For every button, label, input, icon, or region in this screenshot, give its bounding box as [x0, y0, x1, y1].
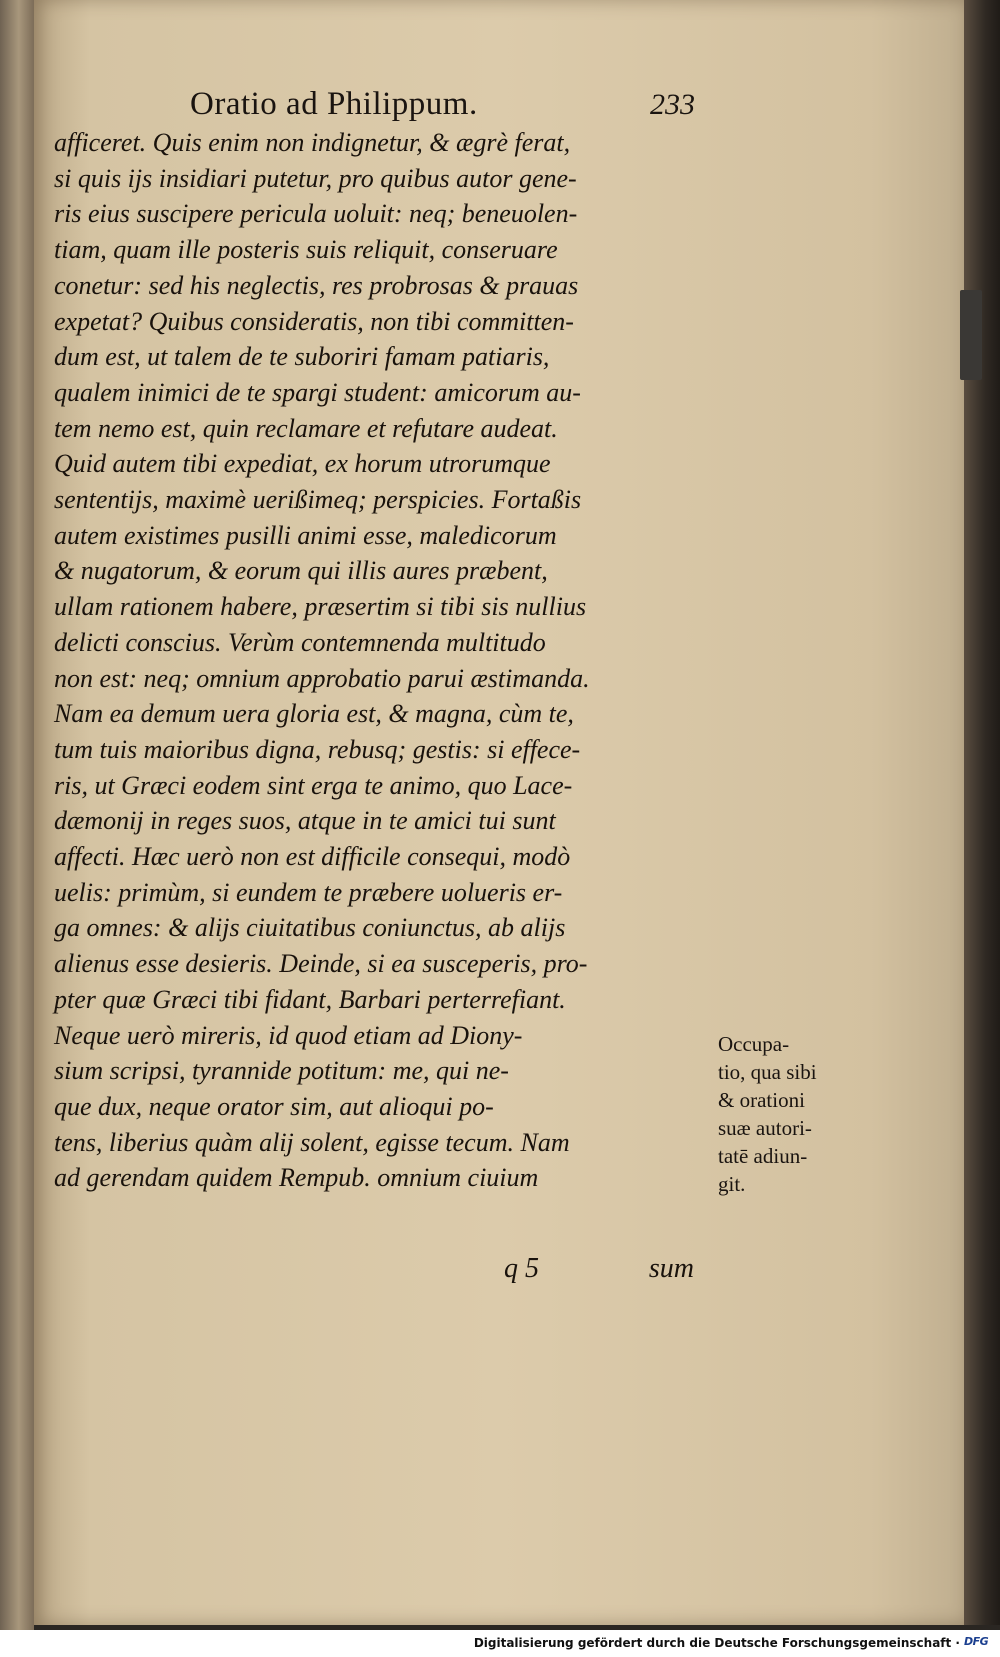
marginal-note-line: suæ autori-: [718, 1116, 812, 1140]
text-line: sium scripsi, tyrannide potitum: me, qui ne-: [54, 1056, 509, 1086]
marginal-note-line: tatē adiun-: [718, 1144, 808, 1168]
marginal-note-line: & orationi: [718, 1088, 805, 1112]
text-line: que dux, neque orator sim, aut alioqui po-: [54, 1091, 494, 1121]
book-binding: [964, 0, 1000, 1625]
text-line: Quid autem tibi expediat, ex horum utrorumque: [54, 449, 551, 479]
text-line: uelis: primùm, si eundem te præbere uolueris er-: [54, 877, 563, 907]
page-number: 233: [650, 88, 695, 121]
text-line: tem nemo est, quin reclamare et refutare audeat.: [54, 413, 558, 443]
text-line: afficeret. Quis enim non indignetur, & ægrè ferat,: [54, 128, 571, 157]
text-line: si quis ijs insidiari putetur, pro quibus autor gene-: [54, 163, 577, 193]
previous-page-edge: [0, 0, 34, 1630]
catchword: sum: [648, 1253, 694, 1284]
text-line: tum tuis maioribus digna, rebusq; gestis: si effece-: [54, 734, 581, 764]
text-line: Neque uerò mireris, id quod etiam ad Diony-: [54, 1020, 523, 1050]
text-line: dæmonij in reges suos, atque in te amici tui sunt: [54, 806, 556, 836]
text-line: tiam, quam ille posteris suis reliquit, conseruare: [54, 235, 558, 265]
binding-clasp: [960, 290, 982, 380]
text-line: autem existimes pusilli animi esse, maledicorum: [54, 520, 557, 550]
text-line: tens, liberius quàm alij solent, egisse tecum. Nam: [54, 1127, 570, 1157]
text-line: non est: neq; omnium approbatio parui æstimanda.: [54, 663, 590, 693]
running-title: Oratio ad Philippum.: [190, 86, 478, 122]
text-line: & nugatorum, & eorum qui illis aures præbent,: [54, 556, 548, 586]
text-line: expetat? Quibus consideratis, non tibi committen-: [54, 306, 574, 336]
text-line: pter quæ Græci tibi fidant, Barbari perterrefiant.: [54, 984, 566, 1014]
text-line: ris, ut Græci eodem sint erga te animo, quo Lace-: [54, 770, 573, 800]
text-line: alienus esse desieris. Deinde, si ea susceperis, pro-: [54, 949, 588, 979]
text-line: ullam rationem habere, præsertim si tibi sis nullius: [54, 592, 587, 622]
signature-mark: q 5: [504, 1253, 539, 1284]
dfg-logo: DFG: [964, 1635, 989, 1648]
text-line: Nam ea demum uera gloria est, & magna, cùm te,: [54, 699, 574, 729]
body-text: [54, 125, 694, 1196]
text-line: sententijs, maximè uerißimeq; perspicies. Fortaßis: [54, 485, 582, 515]
funding-credit: Digitalisierung gefördert durch die Deutsche Forschungsgemeinschaft ·: [473, 1636, 960, 1650]
digitization-footer: [0, 1630, 1000, 1657]
text-line: dum est, ut talem de te suboriri famam patiaris,: [54, 342, 550, 372]
text-line: delicti conscius. Verùm contemnenda multitudo: [54, 627, 546, 657]
marginal-note-line: tio, qua sibi: [718, 1060, 817, 1084]
text-line: ris eius suscipere pericula uoluit: neq; beneuolen-: [54, 199, 578, 229]
text-line: conetur: sed his neglectis, res probrosas & prauas: [54, 270, 579, 300]
text-line: qualem inimici de te spargi student: amicorum au-: [54, 377, 581, 407]
text-line: ad gerendam quidem Rempub. omnium ciuium: [54, 1163, 539, 1193]
marginal-note: [718, 1030, 868, 1198]
marginal-note-line: git.: [718, 1172, 746, 1196]
marginal-note-line: Occupa-: [718, 1032, 790, 1056]
text-line: affecti. Hæc uerò non est difficile consequi, modò: [54, 842, 571, 872]
text-line: ga omnes: & alijs ciuitatibus coniunctus, ab alijs: [54, 913, 566, 943]
